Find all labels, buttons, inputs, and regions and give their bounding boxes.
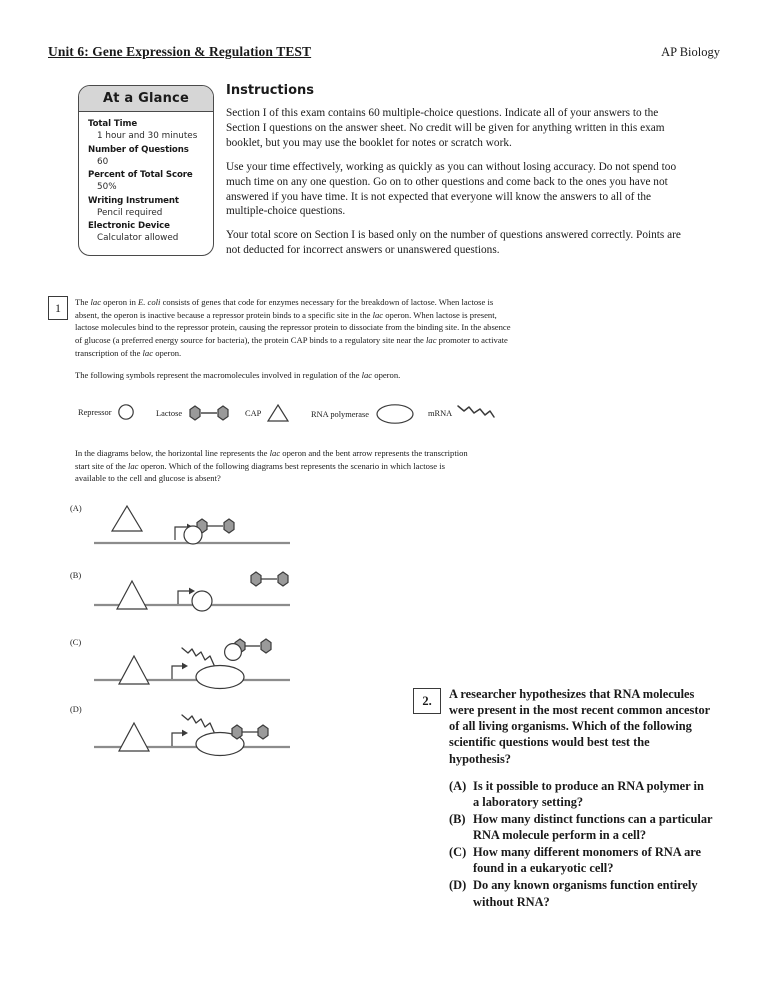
choice-letter-c: (C) — [449, 845, 467, 860]
glance-row — [88, 118, 205, 143]
legend-label-rna-polymerase: RNA polymerase — [311, 409, 369, 419]
glance-row — [88, 169, 205, 194]
instructions-paragraph: Section I of this exam contains 60 multiple-choice questions. Indicate all of your answers to the Section I questions on the answer sheet. No credit will be given for anything written in this exam booklet, but you may use the booklet for notes or scratch work. — [226, 107, 665, 149]
lactose-hexagon-icon — [258, 725, 268, 739]
glance-value: 50% — [97, 182, 117, 193]
cap-triangle-icon — [119, 723, 149, 751]
arrow-head — [182, 663, 188, 670]
rna-polymerase-ellipse-icon — [373, 402, 417, 426]
question-1-stem: The lac operon in E. coli consists of genes that code for enzymes necessary for the breakdown of lactose. When lactose is absent, the operon is inactive because a repressor protein binds to a specific site in the lac operon. When lactose is present, lactose molecules bind to the repressor protein, causing the repressor protein to dissociate from the binding site. In the absence of glucose (a preferred energy source for bacteria), the protein CAP binds to a regulatory site near the lac promoter to activate transcription of the lac operon. — [75, 297, 511, 358]
choice-text-d: Do any known organisms function entirely without RNA? — [473, 878, 698, 909]
question-1-symbols-intro: The following symbols represent the macromolecules involved in regulation of the lac operon. — [75, 369, 401, 380]
question-1 — [48, 296, 518, 390]
choice-text-a: Is it possible to produce an RNA polymer in a laboratory setting? — [473, 778, 704, 809]
legend-item-mrna — [428, 402, 496, 424]
page-title: Unit 6: Gene Expression & Regulation TEST — [48, 44, 312, 59]
cap-triangle-icon — [265, 402, 291, 424]
repressor-circle-icon — [225, 644, 242, 661]
question-2-choice-c[interactable] — [449, 844, 713, 876]
cap-triangle-icon — [119, 656, 149, 684]
repressor-circle-icon — [192, 591, 212, 611]
instructions-title: Instructions — [226, 83, 315, 98]
mrna-squiggle-icon — [456, 402, 496, 424]
lactose-hexagon-pair-icon — [186, 402, 232, 424]
glance-value: Pencil required — [97, 207, 163, 218]
lactose-hexagon-icon — [261, 639, 271, 653]
question-1-number: 1 — [48, 296, 68, 320]
choice-text-b: How many distinct functions can a particular RNA molecule perform in a cell? — [473, 811, 713, 842]
choice-row-a[interactable] — [70, 498, 340, 565]
cap-triangle-icon — [112, 506, 142, 531]
transcription-start-arrow — [178, 591, 189, 604]
legend-item-lactose — [156, 402, 232, 424]
question-2-stem: A researcher hypothesizes that RNA molecules were present in the most recent common ancestor of all living organisms. Which of the following scientific questions would best test the hypothesis? — [449, 687, 710, 766]
arrow-head — [189, 588, 195, 595]
diagram-choice-d — [92, 699, 292, 767]
choice-letter-b: (B) — [449, 811, 466, 826]
glance-value: 1 hour and 30 minutes — [97, 131, 198, 142]
instructions-paragraph: Your total score on Section I is based only on the number of questions answered correctly. Points are not deducted for incorrect answers or unanswered questions. — [226, 229, 681, 257]
repressor-circle-icon — [184, 526, 202, 544]
at-a-glance-title: At a Glance — [79, 86, 213, 112]
choice-letter-a: (A) — [449, 778, 467, 793]
glance-label: Writing Instrument — [88, 195, 179, 206]
instructions-section — [226, 83, 684, 267]
mrna-squiggle-icon — [182, 648, 214, 665]
glance-label: Percent of Total Score — [88, 170, 193, 181]
legend-item-rna-polymerase — [311, 402, 417, 426]
question-2-choices — [449, 778, 713, 910]
question-2 — [413, 686, 713, 911]
mrna-squiggle-icon — [182, 715, 214, 732]
legend-item-repressor — [78, 402, 136, 422]
legend-label-mrna: mRNA — [428, 408, 453, 418]
glance-row — [88, 144, 205, 169]
lactose-hexagon-icon — [232, 725, 242, 739]
cap-triangle-icon — [117, 581, 147, 609]
glance-label: Electronic Device — [88, 221, 170, 232]
question-2-choice-b[interactable] — [449, 811, 713, 843]
choice-letter-b: (B) — [70, 571, 82, 580]
choice-row-b[interactable] — [70, 565, 340, 632]
arrow-head — [182, 730, 188, 737]
rna-polymerase-ellipse-icon — [196, 666, 244, 689]
at-a-glance-list — [79, 112, 213, 255]
legend-label-repressor: Repressor — [78, 407, 112, 417]
glance-row — [88, 195, 205, 220]
glance-value: Calculator allowed — [97, 233, 179, 244]
choice-text-c: How many different monomers of RNA are found in a eukaryotic cell? — [473, 845, 702, 876]
choice-row-c[interactable] — [70, 632, 340, 699]
course-label: AP Biology — [661, 45, 720, 59]
transcription-start-arrow — [172, 666, 182, 679]
question-2-choice-a[interactable] — [449, 778, 713, 810]
instructions-paragraph: Use your time effectively, working as quickly as you can without losing accuracy. Do not spend too much time on any one question. Go on to other questions and come back to the ones you have not answered if you have time. It is not expected that everyone will know the answers to all of the multiple-choice questions. — [226, 160, 677, 218]
choice-letter-d: (D) — [70, 705, 82, 714]
glance-value: 60 — [97, 156, 109, 167]
repressor-circle-icon — [116, 402, 136, 422]
transcription-start-arrow — [172, 733, 182, 746]
question-1-choices — [70, 498, 340, 766]
question-2-number: 2. — [413, 688, 441, 714]
diagram-choice-b — [92, 565, 292, 627]
choice-letter-d: (D) — [449, 878, 467, 893]
question-1-prompt: In the diagrams below, the horizontal line represents the lac operon and the bent arrow represents the transcription start site of the lac operon. Which of the following diagrams best represents the scenario in which lactose is available to the cell and glucose is absent? — [75, 448, 468, 484]
glance-label: Total Time — [88, 119, 138, 129]
choice-row-d[interactable] — [70, 699, 340, 766]
at-a-glance-box — [78, 85, 214, 256]
legend-label-lactose: Lactose — [156, 408, 183, 418]
glance-label: Number of Questions — [88, 144, 189, 155]
lactose-hexagon-icon — [278, 572, 288, 586]
lactose-hexagon-icon — [251, 572, 261, 586]
diagram-choice-c — [92, 632, 292, 700]
page-header — [48, 44, 720, 60]
symbol-legend — [78, 396, 498, 430]
choice-letter-a: (A) — [70, 504, 82, 513]
legend-label-cap: CAP — [245, 408, 262, 418]
question-2-choice-d[interactable] — [449, 877, 713, 909]
question-1-body — [75, 296, 518, 381]
legend-item-cap — [245, 402, 291, 424]
diagram-choice-a — [92, 498, 292, 560]
glance-row — [88, 220, 205, 245]
lactose-hexagon-icon — [224, 519, 234, 533]
choice-letter-c: (C) — [70, 638, 82, 647]
